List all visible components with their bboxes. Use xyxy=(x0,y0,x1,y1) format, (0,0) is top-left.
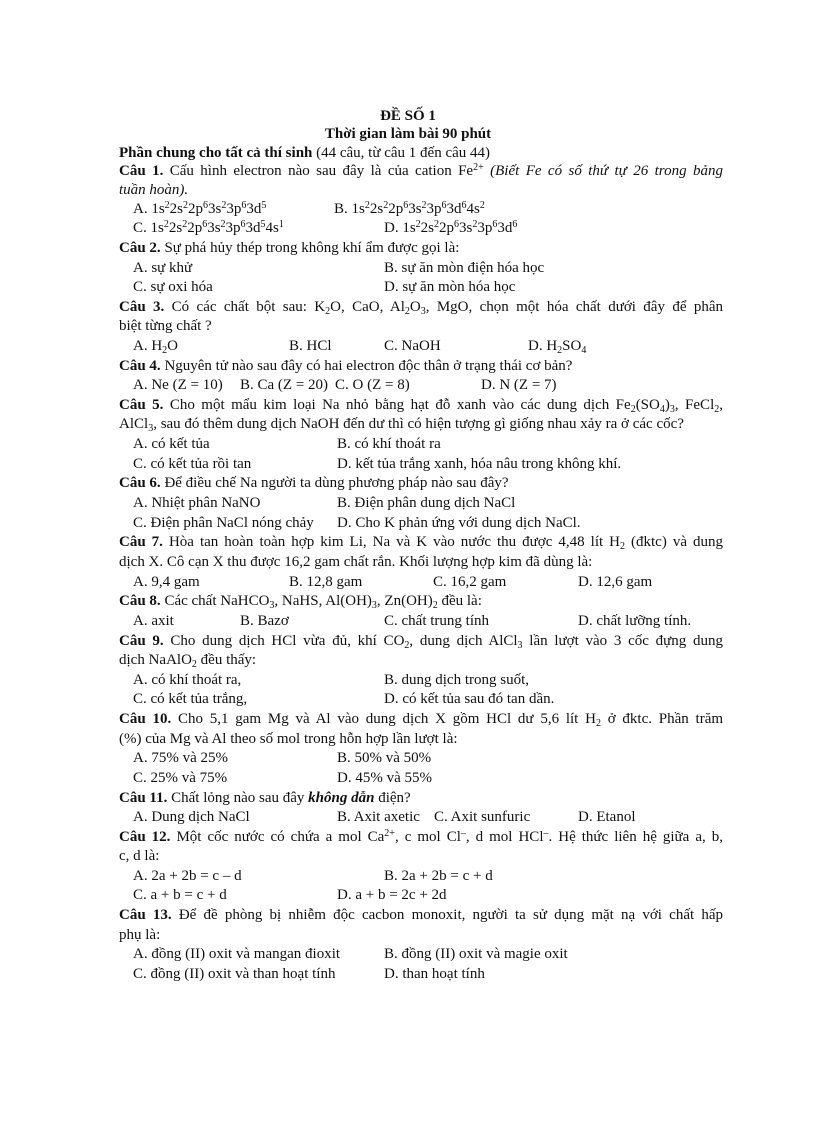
exam-title: ĐỀ SỐ 1 xyxy=(380,108,436,124)
q8-option-b: B. Bazơ xyxy=(240,613,289,629)
q1-option-d: D. $1s^22s^22p^63s^23p^63d^6$ xyxy=(384,219,518,236)
question-label: Câu 1. xyxy=(119,163,164,179)
question-1-cont: tuần hoàn). xyxy=(119,182,189,198)
q8-option-c: C. chất trung tính xyxy=(384,613,489,629)
question-13: Câu 13. Để đề phòng bị nhiễm độc cacbon monoxit, người ta sử dụng mặt nạ với chất hấp xyxy=(119,907,724,923)
question-13-cont: phụ là: xyxy=(119,927,161,943)
question-10: Câu 10. Cho 5,1 gam Mg và Al vào dung dịch X gồm HCl dư 5,6 lít $H_2$ ở đktc. Phần trăm xyxy=(119,711,724,729)
q11-option-c: C. Axit sunfuric xyxy=(434,809,531,825)
q7-option-b: B. 12,8 gam xyxy=(289,574,363,590)
q5-option-c: C. có kết tủa rồi tan xyxy=(133,456,252,472)
q4-option-c: C. O (Z = 8) xyxy=(335,377,410,393)
q5-option-d: D. kết tủa trắng xanh, hóa nâu trong không khí. xyxy=(337,456,622,472)
q13-option-d: D. than hoạt tính xyxy=(384,966,485,982)
q10-option-d: D. 45% và 55% xyxy=(337,770,432,786)
q6-option-c: C. Điện phân NaCl nóng chảy xyxy=(133,515,314,531)
q9-option-a: A. có khí thoát ra, xyxy=(133,672,242,688)
q3-option-d: D. $H_2SO_4$ xyxy=(528,338,587,356)
q7-option-d: D. 12,6 gam xyxy=(578,574,653,590)
question-1: Câu 1. Cấu hình electron nào sau đây là của cation $Fe^{2+}$ (Biết Fe có số thứ tự 26 trong bảng xyxy=(119,162,723,179)
q11-option-b: B. Axit axetic xyxy=(337,809,420,825)
q1-option-c: C. $1s^22s^22p^63s^23p^63d^54s^1$ xyxy=(133,219,284,236)
q9-option-d: D. có kết tủa sau đó tan dần. xyxy=(384,691,555,707)
q3-option-b: B. HCl xyxy=(289,338,332,354)
q7-option-a: A. 9,4 gam xyxy=(133,574,200,590)
question-10-cont: (%) của Mg và Al theo số mol trong hỗn hợp lần lượt là: xyxy=(119,731,458,747)
q6-option-d: D. Cho K phản ứng với dung dịch NaCl. xyxy=(337,515,581,531)
q4-option-d: D. N (Z = 7) xyxy=(481,377,557,393)
q12-option-b: B. 2a + 2b = c + d xyxy=(384,868,493,884)
question-5: Câu 5. Cho một mẩu kim loại Na nhỏ bằng hạt đỗ xanh vào các dung dịch $Fe_2(SO_4)_3$, FeCl$_2$, xyxy=(119,397,723,415)
q6-option-a: A. Nhiệt phân NaNO xyxy=(133,495,261,511)
question-9: Câu 9. Cho dung dịch HCl vừa đủ, khí $CO_2$, dung dịch AlCl$_3$ lần lượt vào 3 cốc đựng dung xyxy=(119,633,724,651)
question-3-cont: biệt từng chất ? xyxy=(119,318,212,334)
q13-option-c: C. đồng (II) oxit và than hoạt tính xyxy=(133,966,336,982)
q10-option-a: A. 75% và 25% xyxy=(133,750,228,766)
question-4: Câu 4. Nguyên tử nào sau đây có hai electron độc thân ở trạng thái cơ bản? xyxy=(119,358,573,374)
q7-option-c: C. 16,2 gam xyxy=(433,574,507,590)
question-8: Câu 8. Các chất NaHCO$_3$, NaHS, $Al(OH)_3$, $Zn(OH)_2$ đều là: xyxy=(119,593,482,611)
q2-option-b: B. sự ăn mòn điện hóa học xyxy=(384,260,545,276)
q13-option-b: B. đồng (II) oxit và magie oxit xyxy=(384,946,568,962)
q2-option-c: C. sự oxi hóa xyxy=(133,279,213,295)
q12-option-d: D. a + b = 2c + 2d xyxy=(337,887,447,903)
q9-option-b: B. dung dịch trong suốt, xyxy=(384,672,529,688)
q5-option-a: A. có kết tủa xyxy=(133,436,210,452)
q12-option-c: C. a + b = c + d xyxy=(133,887,227,903)
q5-option-b: B. có khí thoát ra xyxy=(337,436,441,452)
question-6: Câu 6. Để điều chế Na người ta dùng phương pháp nào sau đây? xyxy=(119,475,509,491)
question-12: Câu 12. Một cốc nước có chứa a mol $Ca^{2+}$, c mol Cl–, d mol HCl–. Hệ thức liên hệ giữa a, b, xyxy=(119,828,723,845)
q13-option-a: A. đồng (II) oxit và mangan đioxit xyxy=(133,946,341,962)
question-9-cont: dịch NaAlO$_2$ đều thấy: xyxy=(119,652,257,670)
exam-time: Thời gian làm bài 90 phút xyxy=(324,126,492,142)
q2-option-d: D. sự ăn mòn hóa học xyxy=(384,279,516,295)
q6-option-b: B. Điện phân dung dịch NaCl xyxy=(337,495,516,511)
q12-option-a: A. 2a + 2b = c – d xyxy=(133,868,242,884)
q4-option-a: A. Ne (Z = 10) xyxy=(133,377,223,393)
question-12-cont: c, d là: xyxy=(119,848,160,864)
q10-option-b: B. 50% và 50% xyxy=(337,750,432,766)
question-2: Câu 2. Sự phá hủy thép trong không khí ẩm được gọi là: xyxy=(119,240,460,256)
q8-option-a: A. axit xyxy=(133,613,174,629)
q4-option-b: B. Ca (Z = 20) xyxy=(240,377,329,393)
q2-option-a: A. sự khử xyxy=(133,260,193,276)
q11-option-a: A. Dung dịch NaCl xyxy=(133,809,250,825)
q8-option-d: D. chất lưỡng tính. xyxy=(578,613,692,629)
question-7: Câu 7. Hòa tan hoàn toàn hợp kim Li, Na và K vào nước thu được 4,48 lít $H_2$ (đktc) và dung xyxy=(119,534,723,552)
question-7-cont: dịch X. Cô cạn X thu được 16,2 gam chất rắn. Khối lượng hợp kim đã dùng là: xyxy=(119,554,593,570)
question-3: Câu 3. Có các chất bột sau: $K_2O$, CaO, $Al_2O_3$, MgO, chọn một hóa chất dưới đây để phân xyxy=(119,299,723,317)
question-5-cont: AlCl$_3$, sau đó thêm dung dịch NaOH đến dư thì có hiện tượng gì giống nhau xảy ra ở các cốc? xyxy=(119,416,684,434)
question-11: Câu 11. Chất lỏng nào sau đây không dẫn điện? xyxy=(119,790,411,806)
q3-option-a: A. $H_2O$ xyxy=(133,338,179,356)
part-heading: Phần chung cho tất cả thí sinh (44 câu, từ câu 1 đến câu 44) xyxy=(119,145,491,161)
q10-option-c: C. 25% và 75% xyxy=(133,770,228,786)
q11-option-d: D. Etanol xyxy=(578,809,636,825)
q9-option-c: C. có kết tủa trắng, xyxy=(133,691,248,707)
q1-option-a: A. $1s^22s^22p^63s^23p^63d^5$ xyxy=(133,200,267,217)
q1-option-b: B. $1s^22s^22p^63s^23p^63d^64s^2$ xyxy=(334,200,485,217)
q3-option-c: C. NaOH xyxy=(384,338,441,354)
